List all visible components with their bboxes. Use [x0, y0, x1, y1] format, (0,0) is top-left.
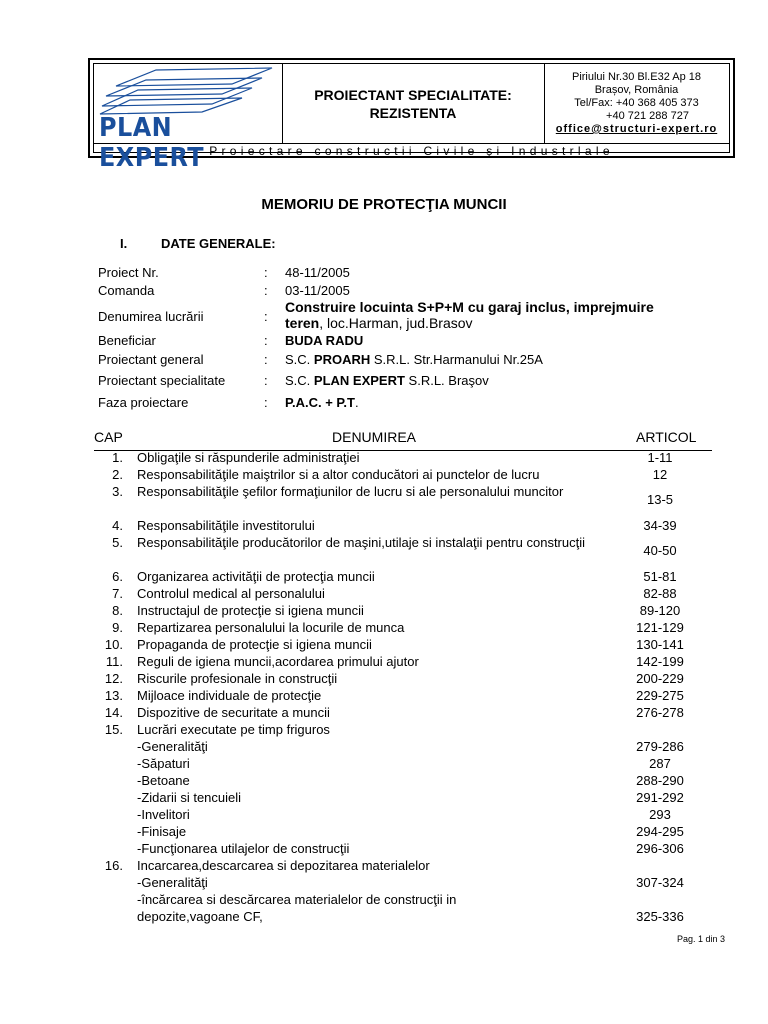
row-articol: 287	[649, 756, 671, 771]
row-title: Responsabilităţile maiştrilor si a altor conducători ai punctelor de lucru	[137, 467, 540, 482]
row-title: Incarcarea,descarcarea si depozitarea materialelor	[137, 858, 430, 873]
info-value	[285, 395, 359, 410]
company-logo	[94, 64, 283, 173]
row-articol: 130-141	[636, 637, 684, 652]
info-label: Proiect Nr.	[98, 265, 159, 280]
address-line: Brașov, România	[594, 84, 679, 96]
row-articol: 294-295	[636, 824, 684, 839]
row-articol: 229-275	[636, 688, 684, 703]
info-value: 03-11/2005	[285, 283, 350, 298]
column-header-denumirea: DENUMIREA	[332, 429, 417, 445]
row-title: Riscurile profesionale in construcţii	[137, 671, 338, 686]
info-label: Proiectant general	[98, 352, 204, 367]
row-title: -Funcţionarea utilajelor de construcţii	[137, 841, 350, 856]
row-title: Responsabilităţile şefilor formaţiunilor de lucru si ale personalului muncitor	[137, 484, 564, 499]
row-articol: 276-278	[636, 705, 684, 720]
info-value-pre: S.C.	[285, 352, 314, 367]
logo-text: PLAN EXPERT	[99, 113, 205, 173]
info-value: 48-11/2005	[285, 265, 350, 280]
info-value	[285, 299, 654, 331]
info-value-bold: P.A.C. + P.T	[285, 395, 355, 410]
row-title: -încărcarea si descărcarea materialelor de construcţii in	[137, 892, 457, 907]
row-title: Lucrări executate pe timp friguros	[137, 722, 330, 737]
row-number: 14.	[104, 705, 123, 720]
info-label: Denumirea lucrării	[98, 309, 204, 324]
row-number: 9.	[112, 620, 123, 635]
row-title: -Invelitori	[137, 807, 190, 822]
info-value-post: .	[354, 395, 359, 410]
row-title: Instructajul de protecţie si igiena muncii	[137, 603, 364, 618]
info-label: Beneficiar	[98, 333, 156, 348]
info-colon: :	[264, 333, 268, 348]
row-title: Mijloace individuale de protecţie	[137, 688, 322, 703]
row-articol: 82-88	[643, 586, 677, 601]
section-title: DATE GENERALE:	[161, 236, 276, 251]
email-link[interactable]: office@structuri-expert.ro	[555, 123, 718, 135]
row-title: Reguli de igiena muncii,acordarea primului ajutor	[137, 654, 419, 669]
info-label: Faza proiectare	[98, 395, 189, 410]
row-title: -Săpaturi	[137, 756, 190, 771]
address-line: Tel/Fax: +40 368 405 373	[574, 97, 699, 109]
row-articol: 13-5	[646, 492, 674, 507]
info-label: Proiectant specialitate	[98, 373, 226, 388]
row-number: 16.	[104, 858, 123, 873]
row-title: -Finisaje	[137, 824, 187, 839]
row-articol: 293	[649, 807, 671, 822]
specialty-title	[282, 64, 545, 143]
row-number: 13.	[104, 688, 123, 703]
info-value-bold: PROARH	[313, 352, 371, 367]
row-articol: 40-50	[643, 543, 677, 558]
letterhead	[88, 58, 735, 173]
row-articol: 142-199	[636, 654, 684, 669]
row-number: 12.	[104, 671, 123, 686]
info-value-bold: Construire locuinta S+P+M cu garaj inclus, imprejmuire	[285, 299, 654, 315]
row-number: 15.	[104, 722, 123, 737]
info-label: Comanda	[98, 283, 155, 298]
row-number: 5.	[112, 535, 123, 550]
row-number: 10.	[104, 637, 123, 652]
row-number: 3.	[112, 484, 123, 499]
specialty-title-line2: REZISTENTA	[369, 104, 457, 121]
row-title: Organizarea activităţii de protecţia muncii	[137, 569, 375, 584]
specialty-title-line1: PROIECTANT SPECIALITATE:	[314, 86, 512, 103]
address-line: Piriului Nr.30 Bl.E32 Ap 18	[571, 71, 702, 83]
column-header-cap: CAP	[94, 429, 123, 445]
info-value: BUDA RADU	[285, 333, 364, 348]
company-tagline: Proiectare constructii Civile şi Industrlale	[94, 143, 729, 152]
row-number: 7.	[112, 586, 123, 601]
row-articol: 34-39	[643, 518, 677, 533]
column-header-articol: ARTICOL	[636, 429, 697, 445]
info-value-post: S.R.L. Braşov	[404, 373, 489, 388]
row-articol: 12	[652, 467, 668, 482]
info-colon: :	[264, 309, 268, 324]
row-articol: 296-306	[636, 841, 684, 856]
info-value-rest: , loc.Harman, jud.Brasov	[319, 315, 473, 331]
row-articol: 291-292	[636, 790, 684, 805]
row-articol: 89-120	[639, 603, 681, 618]
info-colon: :	[264, 352, 268, 367]
page-number: Pag. 1 din 3	[677, 934, 726, 944]
row-articol: 288-290	[636, 773, 684, 788]
info-value-post: S.R.L. Str.Harmanului Nr.25A	[370, 352, 543, 367]
info-colon: :	[264, 265, 268, 280]
row-articol: 279-286	[636, 739, 684, 754]
info-colon: :	[264, 373, 268, 388]
row-title: depozite,vagoane CF,	[137, 909, 263, 924]
row-number: 1.	[112, 450, 123, 465]
info-colon: :	[264, 395, 268, 410]
row-title: -Generalităţi	[137, 875, 208, 890]
info-value-pre: S.C.	[285, 373, 314, 388]
row-title: Repartizarea personalului la locurile de munca	[137, 620, 405, 635]
row-articol: 325-336	[636, 909, 684, 924]
row-number: 6.	[112, 569, 123, 584]
row-number: 4.	[112, 518, 123, 533]
row-number: 2.	[112, 467, 123, 482]
row-articol: 307-324	[636, 875, 684, 890]
row-number: 11.	[105, 654, 123, 669]
row-title: Responsabilităţile investitorului	[137, 518, 315, 533]
info-value	[285, 352, 543, 367]
row-title: Controlul medical al personalului	[137, 586, 325, 601]
row-articol: 51-81	[643, 569, 677, 584]
row-title: Dispozitive de securitate a muncii	[137, 705, 330, 720]
row-articol: 1-11	[647, 450, 673, 465]
info-colon: :	[264, 283, 268, 298]
info-value-bold: teren	[285, 315, 320, 331]
company-address	[544, 64, 729, 143]
row-number: 8.	[112, 603, 123, 618]
row-title: Propaganda de protecţie si igiena muncii	[137, 637, 372, 652]
row-title: Responsabilităţile producătorilor de maşini,utilaje si instalaţii pentru construcţii	[137, 535, 585, 550]
info-value-bold: PLAN EXPERT	[313, 373, 405, 388]
section-number: I.	[120, 236, 128, 251]
row-title: -Zidarii si tencuieli	[137, 790, 242, 805]
row-articol: 200-229	[636, 671, 684, 686]
row-title: -Betoane	[137, 773, 190, 788]
row-articol: 121-129	[636, 620, 684, 635]
row-title: -Generalităţi	[137, 739, 208, 754]
document-title: MEMORIU DE PROTECŢIA MUNCII	[261, 196, 507, 213]
info-value	[285, 373, 489, 388]
row-title: Obligaţile si răspunderile administraţiei	[137, 450, 360, 465]
address-line: +40 721 288 727	[606, 110, 689, 122]
